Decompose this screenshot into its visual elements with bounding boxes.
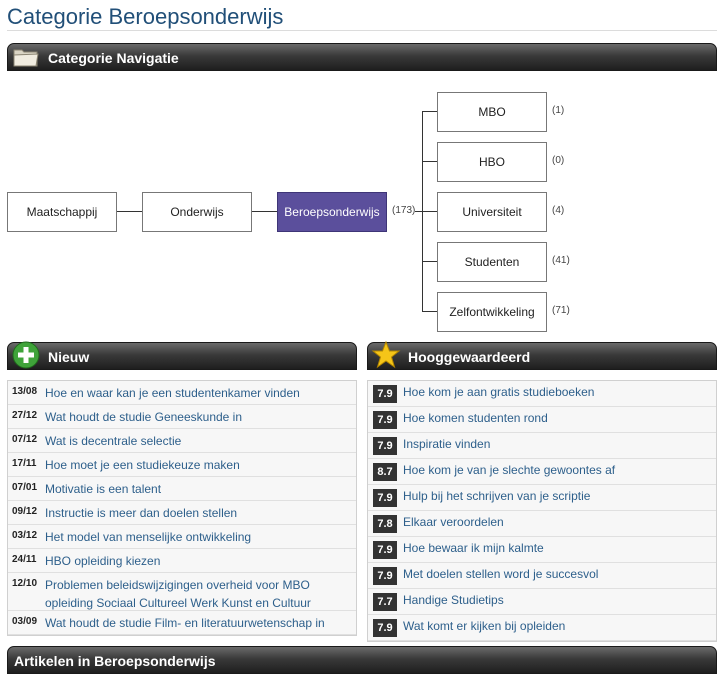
nav-node-onderwijs[interactable]: Onderwijs	[142, 192, 252, 232]
item-date: 12/10	[12, 578, 38, 589]
child-count-mbo: (1)	[552, 105, 565, 116]
new-list-item[interactable]	[8, 611, 356, 635]
child-count-hbo: (0)	[552, 155, 565, 166]
rated-title: Hooggewaardeerd	[408, 349, 531, 365]
title-divider	[7, 30, 717, 31]
child-count-universiteit: (4)	[552, 205, 565, 216]
nav-node-zelfontwikkeling[interactable]: Zelfontwikkeling	[437, 292, 547, 332]
nav-node-beroepsonderwijs-current[interactable]: Beroepsonderwijs	[277, 192, 387, 232]
item-title-link[interactable]: Wat houdt de studie Geneeskunde in	[45, 410, 243, 424]
nav-node-maatschappij[interactable]: Maatschappij	[7, 192, 117, 232]
connector-line	[415, 211, 422, 212]
connector-line	[422, 161, 437, 162]
rated-list-item[interactable]	[368, 459, 716, 485]
score-badge: 7.7	[373, 593, 397, 611]
rated-list-item[interactable]	[368, 615, 716, 641]
item-date: 09/12	[12, 506, 38, 517]
item-title-link[interactable]: Hoe kom je van je slechte gewoontes af	[403, 463, 616, 477]
item-title-link[interactable]: Hoe komen studenten rond	[403, 411, 548, 425]
item-date: 03/12	[12, 530, 38, 541]
nav-node-hbo[interactable]: HBO	[437, 142, 547, 182]
item-date: 27/12	[12, 410, 38, 421]
new-list-item[interactable]	[8, 549, 356, 573]
connector-line	[422, 211, 437, 212]
new-list-item[interactable]	[8, 381, 356, 405]
item-title-link[interactable]: Wat houdt de studie Film- en literatuurwetenschap in	[45, 616, 325, 630]
item-date: 24/11	[12, 554, 37, 565]
new-list-item[interactable]	[8, 573, 356, 611]
item-title-link[interactable]: Met doelen stellen word je succesvol	[403, 567, 599, 581]
new-list-item[interactable]	[8, 453, 356, 477]
score-badge: 7.9	[373, 541, 397, 559]
rated-list-item[interactable]	[368, 563, 716, 589]
rated-list-item[interactable]	[368, 511, 716, 537]
item-title-link[interactable]: Wat komt er kijken bij opleiden	[403, 619, 566, 633]
new-title: Nieuw	[48, 349, 90, 365]
new-list-item[interactable]	[8, 477, 356, 501]
item-title-link[interactable]: HBO opleiding kiezen	[45, 554, 161, 568]
child-count-zelfontwikkeling: (71)	[552, 305, 570, 316]
nav-node-studenten[interactable]: Studenten	[437, 242, 547, 282]
score-badge: 7.9	[373, 437, 397, 455]
new-list-item[interactable]	[8, 429, 356, 453]
item-title-link[interactable]: Instructie is meer dan doelen stellen	[45, 506, 238, 520]
child-count-studenten: (41)	[552, 255, 570, 266]
new-list-item[interactable]	[8, 405, 356, 429]
current-count: (173)	[392, 205, 416, 216]
item-title-link[interactable]: Het model van menselijke ontwikkeling	[45, 530, 252, 544]
rated-list-item[interactable]	[368, 537, 716, 563]
plus-icon	[11, 340, 41, 370]
score-badge: 7.9	[373, 411, 397, 429]
connector-line	[422, 311, 437, 312]
star-icon	[371, 340, 401, 370]
item-date: 07/01	[12, 482, 38, 493]
connector-line	[252, 211, 277, 212]
item-date: 07/12	[12, 434, 38, 445]
item-title-link[interactable]: Hoe moet je een studiekeuze maken	[45, 458, 240, 472]
item-title-link[interactable]: Hoe bewaar ik mijn kalmte	[403, 541, 544, 555]
rated-list-item[interactable]	[368, 407, 716, 433]
item-title-link[interactable]: Inspiratie vinden	[403, 437, 491, 451]
item-title-link[interactable]: Wat is decentrale selectie	[45, 434, 182, 448]
item-title-link[interactable]: Elkaar veroordelen	[403, 515, 504, 529]
page-title: Categorie Beroepsonderwijs	[7, 4, 284, 29]
connector-line	[117, 211, 142, 212]
new-header	[7, 342, 357, 370]
rated-list-item[interactable]	[368, 589, 716, 615]
item-title-link[interactable]: Hoe kom je aan gratis studieboeken	[403, 385, 595, 399]
rated-list-item[interactable]	[368, 485, 716, 511]
score-badge: 7.9	[373, 385, 397, 403]
item-title-link[interactable]: Handige Studietips	[403, 593, 504, 607]
category-navigation-header	[7, 43, 717, 71]
connector-line	[422, 261, 437, 262]
category-navigation-title: Categorie Navigatie	[48, 50, 179, 66]
rated-list	[367, 380, 717, 642]
connector-line	[422, 111, 437, 112]
item-date: 03/09	[12, 616, 38, 627]
item-title-link[interactable]: Hoe en waar kan je een studentenkamer vinden	[45, 386, 300, 400]
item-date: 17/11	[12, 458, 37, 469]
score-badge: 7.8	[373, 515, 397, 533]
item-title-link[interactable]: Motivatie is een talent	[45, 482, 162, 496]
new-list	[7, 380, 357, 636]
item-title-link[interactable]: Problemen beleidswijzigingen overheid voor MBO opleiding Sociaal Cultureel Werk Kunst en Cultuur	[45, 578, 311, 610]
new-list-item[interactable]	[8, 501, 356, 525]
new-list-item[interactable]	[8, 525, 356, 549]
nav-node-mbo[interactable]: MBO	[437, 92, 547, 132]
articles-header	[7, 646, 717, 674]
rated-list-item[interactable]	[368, 381, 716, 407]
rated-header	[367, 342, 717, 370]
folder-icon	[11, 41, 41, 71]
score-badge: 8.7	[373, 463, 397, 481]
score-badge: 7.9	[373, 567, 397, 585]
nav-node-universiteit[interactable]: Universiteit	[437, 192, 547, 232]
articles-title: Artikelen in Beroepsonderwijs	[14, 653, 216, 669]
item-title-link[interactable]: Hulp bij het schrijven van je scriptie	[403, 489, 591, 503]
rated-list-item[interactable]	[368, 433, 716, 459]
item-date: 13/08	[12, 386, 38, 397]
score-badge: 7.9	[373, 619, 397, 637]
score-badge: 7.9	[373, 489, 397, 507]
